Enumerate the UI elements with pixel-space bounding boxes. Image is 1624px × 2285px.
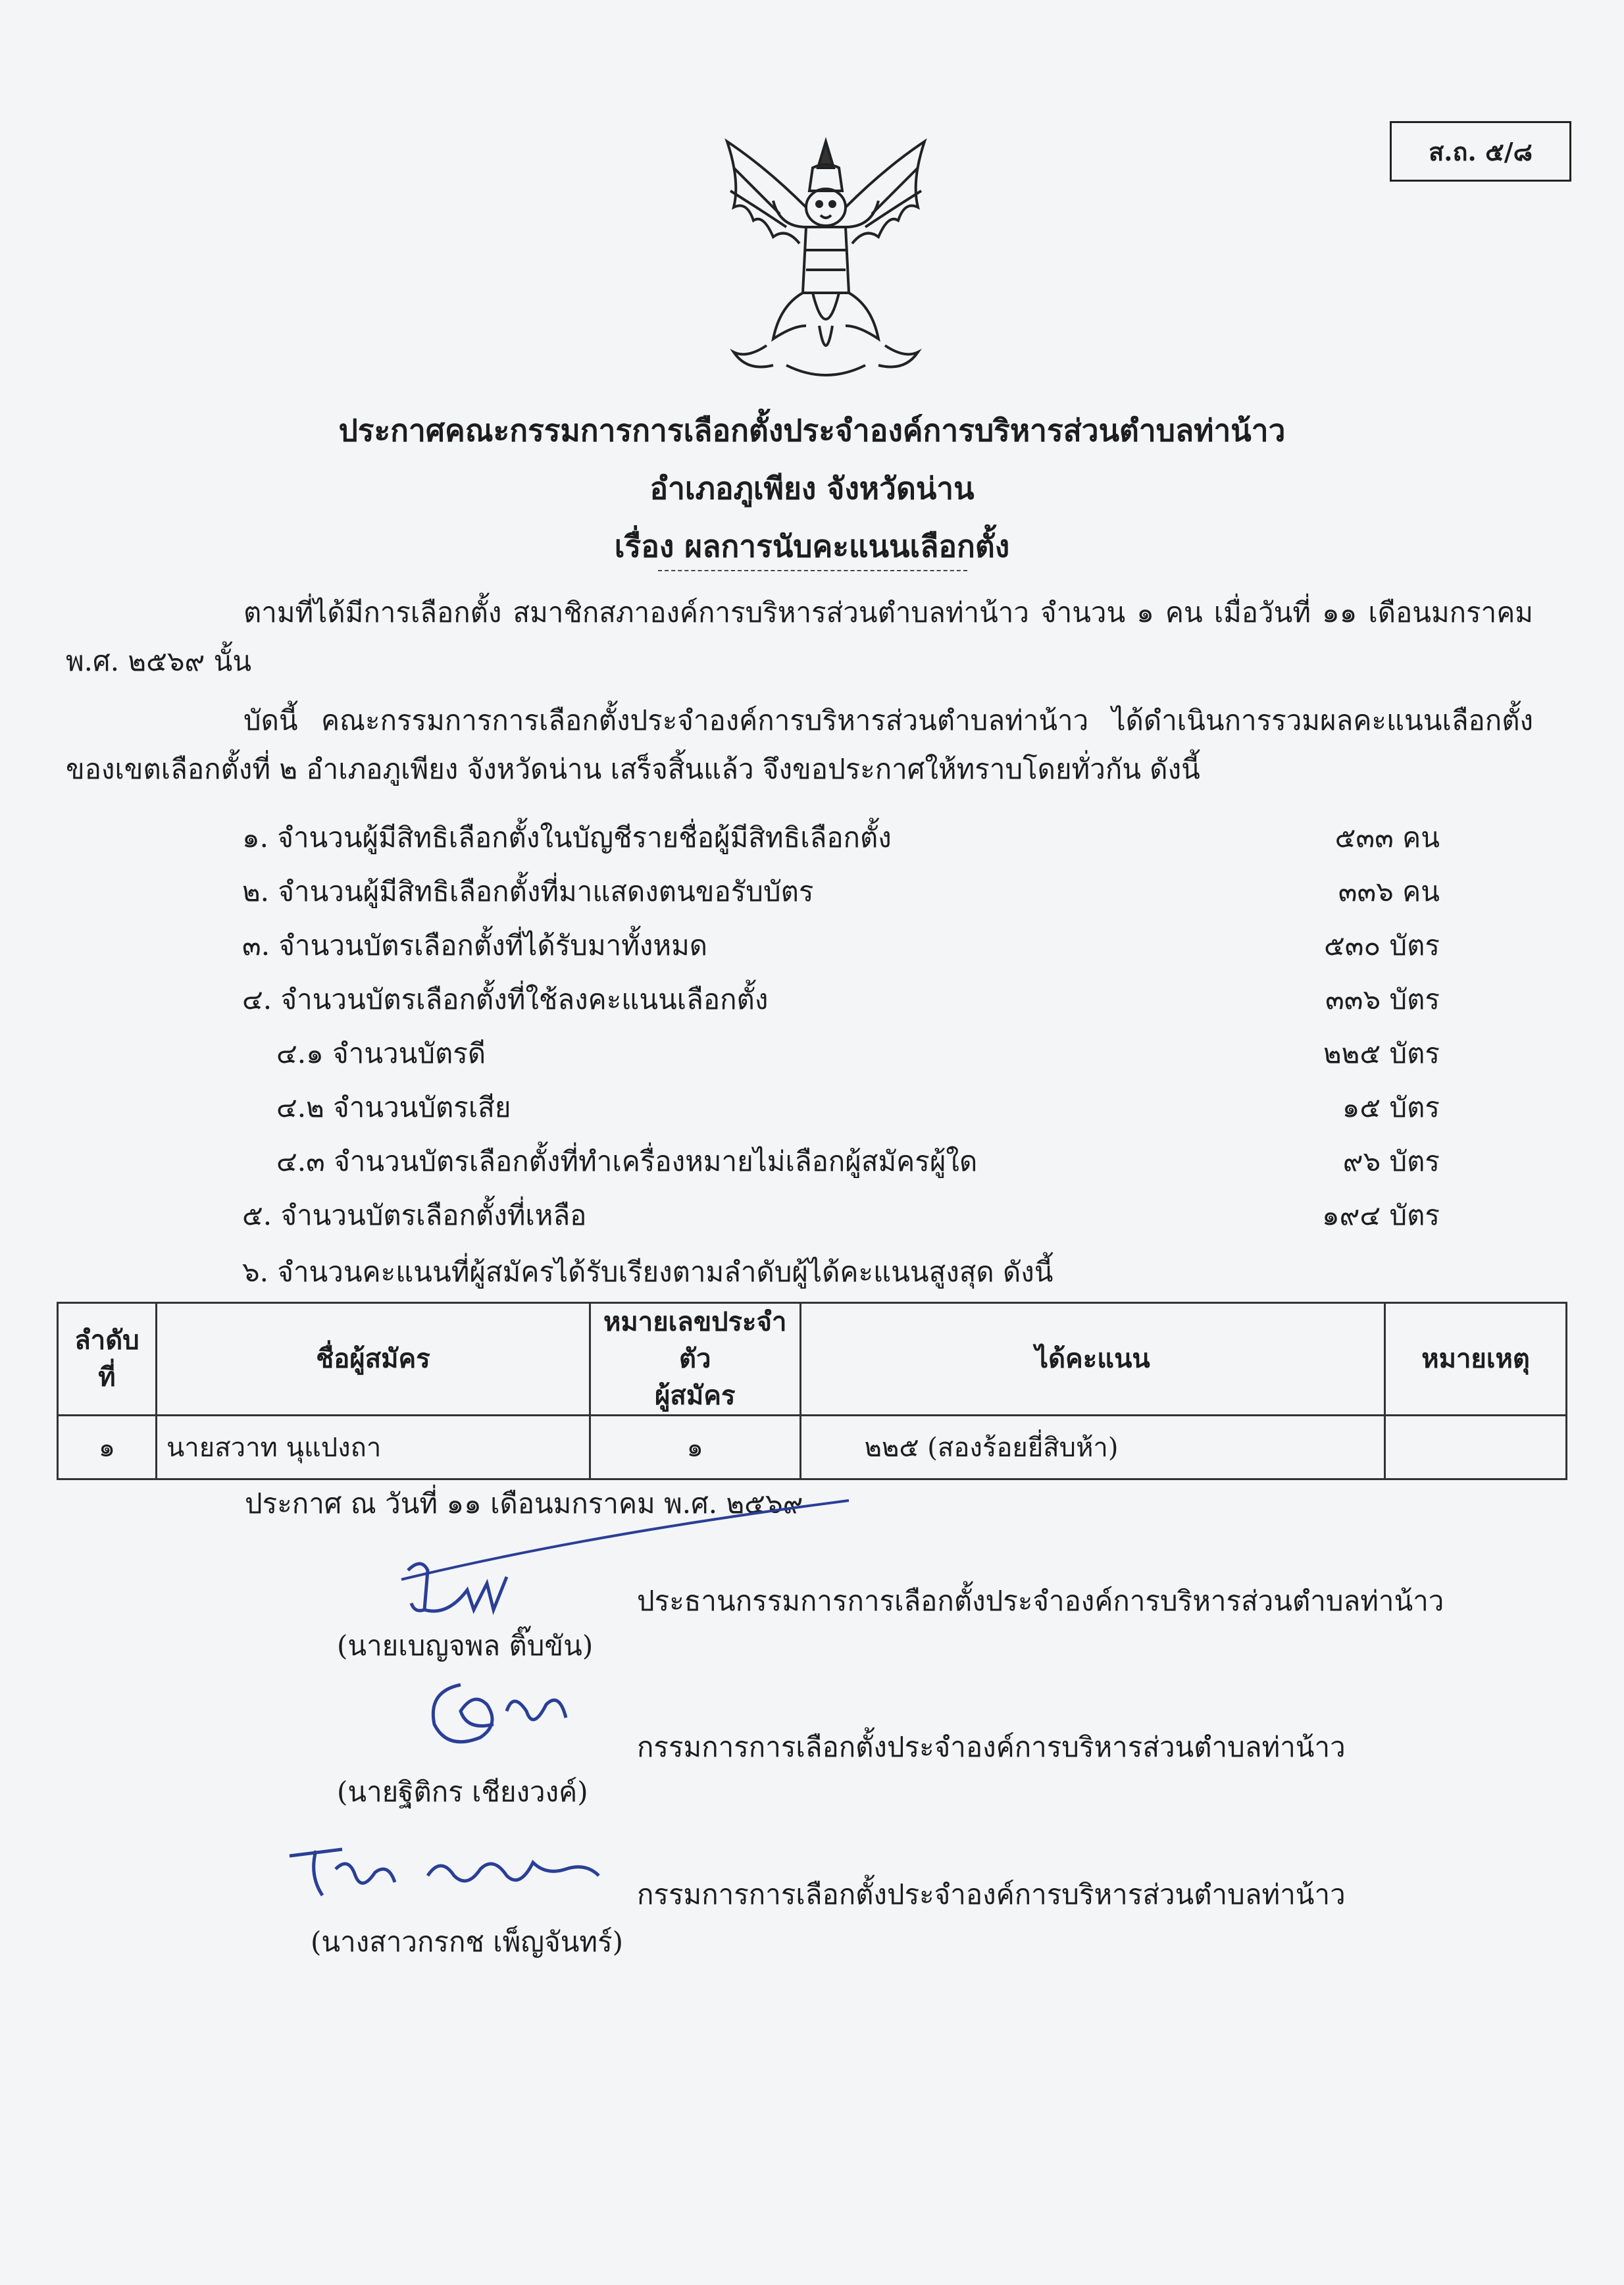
header-district: อำเภอภูเพียง จังหวัดน่าน [649, 471, 975, 506]
list-item: ๑. จำนวนผู้มีสิทธิเลือกตั้งในบัญชีรายชื่อผู้มีสิทธิเลือกตั้ง ๕๓๓ คน [242, 821, 1440, 854]
cell-votes: ๒๒๕ (สองร้อยยี่สิบห้า) [800, 1416, 1385, 1479]
list-item: ๔.๑ จำนวนบัตรดี ๒๒๕ บัตร [276, 1037, 1440, 1069]
cell-order: ๑ [58, 1416, 157, 1479]
list-item: ๔.๓ จำนวนบัตรเลือกตั้งที่ทำเครื่องหมายไม่เลือกผู้สมัครผู้ใด ๙๖ บัตร [276, 1145, 1440, 1177]
header-subject: เรื่อง ผลการนับคะแนนเลือกตั้ง [614, 528, 1010, 564]
list-item: ๒. จำนวนผู้มีสิทธิเลือกตั้งที่มาแสดงตนขอรับบัตร ๓๓๖ คน [242, 875, 1440, 908]
signature-chairman-icon [401, 1551, 559, 1623]
signatory-name: (นายเบญจพล ติ๊บขัน) [337, 1630, 594, 1662]
announcement-header [0, 401, 1624, 575]
signatory-role: กรรมการการเลือกตั้งประจำองค์การบริหารส่วนตำบลท่าน้าว [637, 1731, 1346, 1763]
signatory-name: (นางสาวกรกช เพ็ญจันทร์) [311, 1926, 624, 1958]
column-header-name: ชื่อผู้สมัคร [156, 1303, 590, 1416]
announcement-date: ประกาศ ณ วันที่ ๑๑ เดือนมกราคม พ.ศ. ๒๕๖๙ [245, 1487, 803, 1520]
list-item: ๓. จำนวนบัตรเลือกตั้งที่ได้รับมาทั้งหมด ๕๓๐ บัตร [242, 929, 1440, 962]
header-title: ประกาศคณะกรรมการการเลือกตั้งประจำองค์การบริหารส่วนตำบลท่าน้าว [338, 413, 1286, 448]
signatory-role: กรรมการการเลือกตั้งประจำองค์การบริหารส่วนตำบลท่าน้าว [637, 1878, 1346, 1911]
signature-member-icon [421, 1672, 579, 1757]
column-header-order: ลำดับ ที่ [58, 1303, 157, 1416]
list-item: ๕. จำนวนบัตรเลือกตั้งที่เหลือ ๑๙๔ บัตร [242, 1199, 1440, 1231]
column-header-number: หมายเลขประจำตัว ผู้สมัคร [590, 1303, 800, 1416]
garuda-emblem-icon [707, 128, 944, 392]
column-header-note: หมายเหตุ [1385, 1303, 1567, 1416]
signatory-role: ประธานกรรมการการเลือกตั้งประจำองค์การบริหารส่วนตำบลท่าน้าว [637, 1585, 1444, 1617]
table-header-row [58, 1303, 1567, 1416]
list-item: ๖. จำนวนคะแนนที่ผู้สมัครได้รับเรียงตามลำดับผู้ได้คะแนนสูงสุด ดังนี้ [242, 1256, 1053, 1288]
list-item: ๔. จำนวนบัตรเลือกตั้งที่ใช้ลงคะแนนเลือกตั้ง ๓๓๖ บัตร [242, 983, 1440, 1015]
table-row [58, 1416, 1567, 1479]
column-header-votes: ได้คะแนน [800, 1303, 1385, 1416]
list-item: ๔.๒ จำนวนบัตรเสีย ๑๕ บัตร [276, 1091, 1440, 1123]
cell-note [1385, 1416, 1567, 1479]
cell-number: ๑ [590, 1416, 800, 1479]
signatory-name: (นายฐิติกร เชียงวงค์) [337, 1776, 588, 1808]
document-code-box: ส.ถ. ๕/๘ [1390, 121, 1571, 182]
intro-paragraph: ตามที่ได้มีการเลือกตั้ง สมาชิกสภาองค์การบริหารส่วนตำบลท่าน้าว จำนวน ๑ คน เมื่อวันที่ ๑๑ เดือนมกราคม พ.ศ. ๒๕๖๙ นั้น [66, 596, 1533, 677]
header-divider [658, 570, 967, 571]
signature-member-icon [283, 1836, 612, 1909]
cell-name: นายสวาท นุแปงถา [156, 1416, 590, 1479]
result-paragraph: บัดนี้ คณะกรรมการการเลือกตั้งประจำองค์การบริหารส่วนตำบลท่าน้าว ได้ดำเนินการรวมผลคะแนนเลือกตั้ง ของเขตเลือกตั้งที่ ๒ อำเภอภูเพียง จังหวัดน่าน เสร็จสิ้นแล้ว จึงขอประกาศให้ทราบโดยทั่วกัน ดังนี้ [66, 704, 1533, 785]
results-table [57, 1302, 1567, 1480]
